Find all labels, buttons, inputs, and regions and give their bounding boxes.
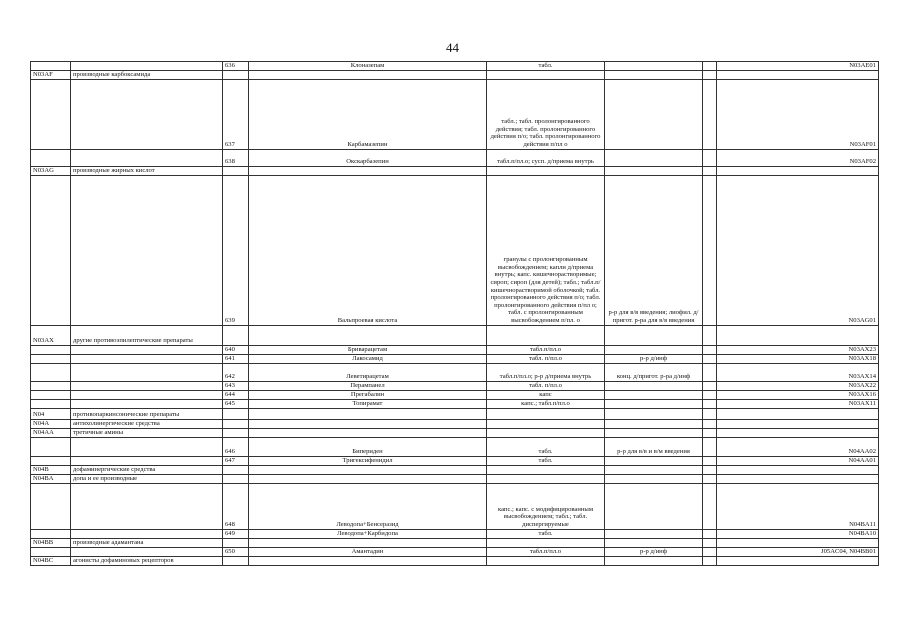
atc-code-cell: N03AX22 xyxy=(717,381,879,390)
injection-form-cell xyxy=(605,381,703,390)
row-number-cell: 642 xyxy=(223,363,249,381)
drug-name-cell xyxy=(249,70,487,79)
injection-form-cell xyxy=(605,399,703,408)
atc-code-cell: N03AG01 xyxy=(717,175,879,325)
group-name-cell xyxy=(71,345,223,354)
table-row xyxy=(31,79,879,149)
atc-code-cell: N03AX23 xyxy=(717,345,879,354)
group-name-cell: допа и ее производные xyxy=(71,474,223,483)
injection-form-cell xyxy=(605,345,703,354)
atc-group-code-cell: N03AF xyxy=(31,70,71,79)
row-number-cell xyxy=(223,474,249,483)
extra-cell xyxy=(703,465,717,474)
drug-name-cell: Прегабалин xyxy=(249,390,487,399)
table-row xyxy=(31,70,879,79)
dosage-form-cell xyxy=(487,166,605,175)
dosage-form-cell: табл.п/пл.о xyxy=(487,345,605,354)
extra-cell xyxy=(703,437,717,456)
table-row xyxy=(31,175,879,325)
group-name-cell xyxy=(71,399,223,408)
injection-form-cell xyxy=(605,325,703,345)
group-name-cell xyxy=(71,149,223,166)
row-number-cell: 643 xyxy=(223,381,249,390)
injection-form-cell xyxy=(605,79,703,149)
group-name-cell xyxy=(71,529,223,538)
injection-form-cell xyxy=(605,556,703,565)
atc-code-cell xyxy=(717,474,879,483)
atc-group-code-cell: N04BC xyxy=(31,556,71,565)
dosage-form-cell xyxy=(487,428,605,437)
atc-group-code-cell xyxy=(31,437,71,456)
row-number-cell: 650 xyxy=(223,547,249,556)
drug-name-cell xyxy=(249,538,487,547)
table-row xyxy=(31,390,879,399)
drug-name-cell xyxy=(249,408,487,419)
table-row xyxy=(31,437,879,456)
group-name-cell xyxy=(71,381,223,390)
atc-group-code-cell: N03AX xyxy=(31,325,71,345)
atc-group-code-cell: N04 xyxy=(31,408,71,419)
table-row xyxy=(31,62,879,71)
group-name-cell: производные карбоксамида xyxy=(71,70,223,79)
injection-form-cell xyxy=(605,483,703,529)
injection-form-cell xyxy=(605,465,703,474)
drug-name-cell xyxy=(249,419,487,428)
group-name-cell: другие противоэпилептические препараты xyxy=(71,325,223,345)
dosage-form-cell xyxy=(487,474,605,483)
row-number-cell xyxy=(223,166,249,175)
injection-form-cell: р-р для в/в введения; лиофил. д/пригот. р-ра для в/в введения xyxy=(605,175,703,325)
group-name-cell xyxy=(71,62,223,71)
extra-cell xyxy=(703,547,717,556)
group-name-cell xyxy=(71,79,223,149)
table-row xyxy=(31,547,879,556)
injection-form-cell: р-р д/инф xyxy=(605,547,703,556)
injection-form-cell xyxy=(605,474,703,483)
group-name-cell xyxy=(71,363,223,381)
dosage-form-cell xyxy=(487,408,605,419)
dosage-form-cell: табл.п/пл.о xyxy=(487,547,605,556)
atc-code-cell: N04BA10 xyxy=(717,529,879,538)
extra-cell xyxy=(703,79,717,149)
atc-group-code-cell xyxy=(31,354,71,363)
group-name-cell: агонисты дофаминовых рецепторов xyxy=(71,556,223,565)
dosage-form-cell: табл. xyxy=(487,62,605,71)
row-number-cell: 637 xyxy=(223,79,249,149)
table-row xyxy=(31,381,879,390)
atc-group-code-cell xyxy=(31,175,71,325)
dosage-form-cell: капс xyxy=(487,390,605,399)
extra-cell xyxy=(703,70,717,79)
extra-cell xyxy=(703,456,717,465)
atc-code-cell xyxy=(717,419,879,428)
table-row xyxy=(31,474,879,483)
extra-cell xyxy=(703,381,717,390)
table-row xyxy=(31,456,879,465)
row-number-cell xyxy=(223,70,249,79)
dosage-form-cell: табл.п/пл.о; сусп. д/приема внутрь xyxy=(487,149,605,166)
group-name-cell xyxy=(71,354,223,363)
extra-cell xyxy=(703,556,717,565)
drug-name-cell xyxy=(249,325,487,345)
atc-code-cell xyxy=(717,465,879,474)
row-number-cell xyxy=(223,408,249,419)
atc-code-cell xyxy=(717,70,879,79)
drug-name-cell: Леводопа+Бенсеразид xyxy=(249,483,487,529)
drug-table xyxy=(30,61,879,566)
table-row xyxy=(31,399,879,408)
group-name-cell xyxy=(71,483,223,529)
row-number-cell: 640 xyxy=(223,345,249,354)
drug-name-cell: Бипериден xyxy=(249,437,487,456)
injection-form-cell: р-р для в/в и в/м введения xyxy=(605,437,703,456)
extra-cell xyxy=(703,149,717,166)
row-number-cell xyxy=(223,428,249,437)
table-body xyxy=(31,62,879,566)
atc-code-cell: J05AC04, N04BB01 xyxy=(717,547,879,556)
atc-code-cell xyxy=(717,166,879,175)
extra-cell xyxy=(703,483,717,529)
extra-cell xyxy=(703,345,717,354)
extra-cell xyxy=(703,428,717,437)
row-number-cell: 648 xyxy=(223,483,249,529)
extra-cell xyxy=(703,62,717,71)
group-name-cell xyxy=(71,437,223,456)
group-name-cell xyxy=(71,456,223,465)
drug-name-cell: Перампанел xyxy=(249,381,487,390)
atc-group-code-cell xyxy=(31,483,71,529)
group-name-cell: производные жирных кислот xyxy=(71,166,223,175)
group-name-cell xyxy=(71,547,223,556)
extra-cell xyxy=(703,408,717,419)
injection-form-cell xyxy=(605,62,703,71)
atc-group-code-cell xyxy=(31,79,71,149)
drug-name-cell xyxy=(249,166,487,175)
table-row xyxy=(31,166,879,175)
atc-group-code-cell: N04AA xyxy=(31,428,71,437)
dosage-form-cell xyxy=(487,465,605,474)
table-row xyxy=(31,325,879,345)
atc-group-code-cell: N04BA xyxy=(31,474,71,483)
dosage-form-cell: капс.; табл.п/пл.о xyxy=(487,399,605,408)
atc-code-cell xyxy=(717,538,879,547)
row-number-cell: 638 xyxy=(223,149,249,166)
atc-group-code-cell xyxy=(31,399,71,408)
atc-group-code-cell xyxy=(31,62,71,71)
dosage-form-cell: табл. xyxy=(487,437,605,456)
table-row xyxy=(31,149,879,166)
table-row xyxy=(31,538,879,547)
dosage-form-cell: капс.; капс. с модифицированным высвобождением; табл.; табл. диспергируемые xyxy=(487,483,605,529)
table-row xyxy=(31,556,879,565)
atc-group-code-cell xyxy=(31,363,71,381)
injection-form-cell xyxy=(605,456,703,465)
page-number: 44 xyxy=(446,40,459,55)
atc-code-cell xyxy=(717,408,879,419)
dosage-form-cell: гранулы с пролонгированным высвобождением; капли д/приема внутрь; капс. кишечнорастворимые; сироп; сироп (для детей); табл.; табл.п/кишечнорастворимой оболочкой; табл. пролонгированного действия п/о; табл. пролонгированного действия п/пл о; табл. с пролонгированным высвобождением п/пл. о xyxy=(487,175,605,325)
row-number-cell: 645 xyxy=(223,399,249,408)
injection-form-cell: конц. д/пригот. р-ра д/инф xyxy=(605,363,703,381)
atc-code-cell: N03AX16 xyxy=(717,390,879,399)
extra-cell xyxy=(703,166,717,175)
drug-name-cell xyxy=(249,428,487,437)
atc-code-cell: N03AX11 xyxy=(717,399,879,408)
atc-group-code-cell: N03AG xyxy=(31,166,71,175)
injection-form-cell xyxy=(605,390,703,399)
row-number-cell: 636 xyxy=(223,62,249,71)
extra-cell xyxy=(703,175,717,325)
drug-name-cell: Леводопа+Карбидопа xyxy=(249,529,487,538)
group-name-cell xyxy=(71,390,223,399)
extra-cell xyxy=(703,529,717,538)
table-row xyxy=(31,354,879,363)
injection-form-cell xyxy=(605,149,703,166)
dosage-form-cell xyxy=(487,325,605,345)
extra-cell xyxy=(703,390,717,399)
row-number-cell xyxy=(223,538,249,547)
dosage-form-cell: табл. xyxy=(487,529,605,538)
atc-group-code-cell xyxy=(31,149,71,166)
injection-form-cell xyxy=(605,70,703,79)
row-number-cell: 649 xyxy=(223,529,249,538)
dosage-form-cell xyxy=(487,538,605,547)
drug-name-cell: Бриварацетам xyxy=(249,345,487,354)
table-row xyxy=(31,345,879,354)
injection-form-cell xyxy=(605,419,703,428)
group-name-cell: производные адамантана xyxy=(71,538,223,547)
drug-name-cell: Леветирацетам xyxy=(249,363,487,381)
group-name-cell: третичные амины xyxy=(71,428,223,437)
atc-code-cell: N04AA01 xyxy=(717,456,879,465)
drug-name-cell: Лакосамид xyxy=(249,354,487,363)
table-row xyxy=(31,428,879,437)
row-number-cell: 644 xyxy=(223,390,249,399)
row-number-cell xyxy=(223,465,249,474)
injection-form-cell xyxy=(605,428,703,437)
dosage-form-cell: табл. п/пл.о xyxy=(487,381,605,390)
dosage-form-cell: табл.; табл. пролонгированного действия; табл. пролонгированного действия п/о; табл. пролонгированного действия п/пл о xyxy=(487,79,605,149)
row-number-cell xyxy=(223,556,249,565)
dosage-form-cell: табл. п/пл.о xyxy=(487,354,605,363)
table-row xyxy=(31,483,879,529)
extra-cell xyxy=(703,399,717,408)
table-row xyxy=(31,419,879,428)
atc-code-cell: N04BA11 xyxy=(717,483,879,529)
atc-code-cell: N03AX18 xyxy=(717,354,879,363)
row-number-cell: 639 xyxy=(223,175,249,325)
group-name-cell: антихолинергические средства xyxy=(71,419,223,428)
dosage-form-cell: табл.п/пл.о; р-р д/приема внутрь xyxy=(487,363,605,381)
drug-name-cell: Вальпроевая кислота xyxy=(249,175,487,325)
atc-group-code-cell xyxy=(31,529,71,538)
atc-group-code-cell: N04A xyxy=(31,419,71,428)
row-number-cell: 641 xyxy=(223,354,249,363)
dosage-form-cell: табл. xyxy=(487,456,605,465)
atc-group-code-cell xyxy=(31,547,71,556)
atc-group-code-cell: N04BB xyxy=(31,538,71,547)
extra-cell xyxy=(703,354,717,363)
dosage-form-cell xyxy=(487,419,605,428)
row-number-cell: 646 xyxy=(223,437,249,456)
injection-form-cell xyxy=(605,408,703,419)
drug-name-cell: Карбамазепин xyxy=(249,79,487,149)
atc-group-code-cell xyxy=(31,381,71,390)
group-name-cell: противопаркинсонические препараты xyxy=(71,408,223,419)
injection-form-cell xyxy=(605,538,703,547)
extra-cell xyxy=(703,363,717,381)
atc-code-cell: N04AA02 xyxy=(717,437,879,456)
atc-code-cell: N03AF02 xyxy=(717,149,879,166)
atc-code-cell: N03AX14 xyxy=(717,363,879,381)
row-number-cell: 647 xyxy=(223,456,249,465)
atc-group-code-cell xyxy=(31,456,71,465)
drug-name-cell: Клоназепам xyxy=(249,62,487,71)
table-row xyxy=(31,465,879,474)
atc-group-code-cell xyxy=(31,345,71,354)
injection-form-cell xyxy=(605,166,703,175)
extra-cell xyxy=(703,538,717,547)
injection-form-cell: р-р д/инф xyxy=(605,354,703,363)
extra-cell xyxy=(703,419,717,428)
dosage-form-cell xyxy=(487,556,605,565)
drug-name-cell: Амантадин xyxy=(249,547,487,556)
injection-form-cell xyxy=(605,529,703,538)
drug-name-cell xyxy=(249,556,487,565)
atc-code-cell xyxy=(717,428,879,437)
table-row xyxy=(31,363,879,381)
row-number-cell xyxy=(223,419,249,428)
atc-code-cell xyxy=(717,325,879,345)
drug-name-cell: Топирамат xyxy=(249,399,487,408)
drug-name-cell: Окскарбазепин xyxy=(249,149,487,166)
atc-code-cell: N03AE01 xyxy=(717,62,879,71)
group-name-cell: дофаминергические средства xyxy=(71,465,223,474)
dosage-form-cell xyxy=(487,70,605,79)
drug-name-cell xyxy=(249,465,487,474)
table-row xyxy=(31,408,879,419)
atc-code-cell xyxy=(717,556,879,565)
table-row xyxy=(31,529,879,538)
drug-name-cell: Тригексифенидил xyxy=(249,456,487,465)
drug-name-cell xyxy=(249,474,487,483)
row-number-cell xyxy=(223,325,249,345)
extra-cell xyxy=(703,325,717,345)
atc-code-cell: N03AF01 xyxy=(717,79,879,149)
atc-group-code-cell: N04B xyxy=(31,465,71,474)
extra-cell xyxy=(703,474,717,483)
atc-group-code-cell xyxy=(31,390,71,399)
group-name-cell xyxy=(71,175,223,325)
